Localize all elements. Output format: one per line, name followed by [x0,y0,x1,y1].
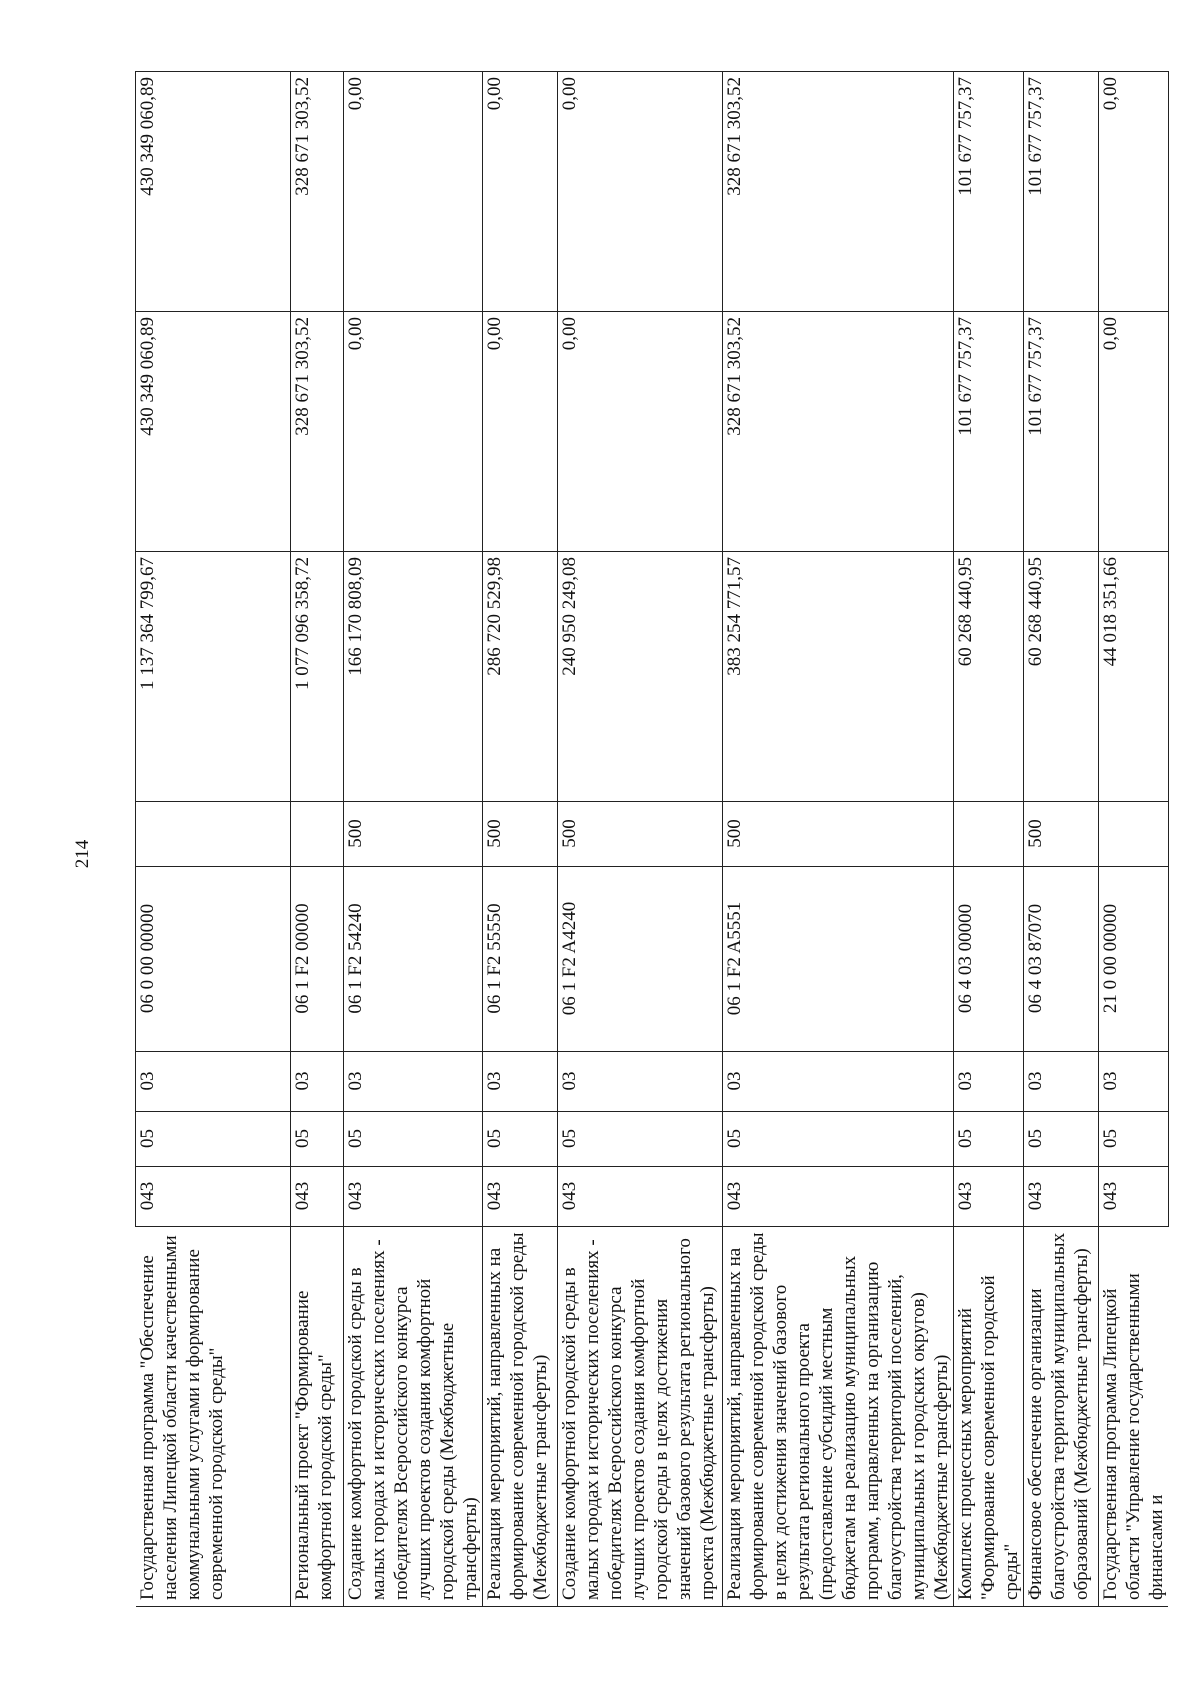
cell-pr: 03 [1024,1052,1099,1112]
budget-table-rotated [135,72,1167,1607]
cell-sum2: 0,00 [1099,312,1169,552]
cell-sum3: 0,00 [1099,72,1169,312]
cell-rz: 05 [1099,1112,1169,1167]
table-row [1099,72,1169,1607]
row-name: Создание комфортной городской среды в малых городах и исторических поселениях - победителях Всероссийского конкурса лучших проектов создания комфортной городской среды в целях достижения значений базового результата регионального проекта (Межбюджетные трансферты) [558,1227,723,1607]
cell-rz: 05 [723,1112,954,1167]
row-name: Комплекс процессных мероприятий "Формирование современной городской среды" [954,1227,1024,1607]
cell-csr: 06 1 F2 A5551 [723,867,954,1052]
cell-sum3: 0,00 [558,72,723,312]
cell-vr [954,802,1024,867]
cell-csr: 06 1 F2 54240 [344,867,483,1052]
cell-sum3: 0,00 [344,72,483,312]
cell-gr: 043 [954,1167,1024,1227]
row-name: Реализация мероприятий, направленных на формирование современной городской среды в целях достижения значений базового результата регионального проекта (предоставление субсидий местным бюджетам на реализацию муниципальных программ, направленных на организацию благоустройства территорий поселений, муниципальных и городских округов) (Межбюджетные трансферты) [723,1227,954,1607]
cell-gr: 043 [344,1167,483,1227]
cell-rz: 05 [483,1112,558,1167]
cell-sum3: 328 671 303,52 [291,72,344,312]
cell-rz: 05 [954,1112,1024,1167]
page-number: 214 [72,839,93,869]
cell-csr: 06 4 03 87070 [1024,867,1099,1052]
cell-vr [291,802,344,867]
cell-sum1: 44 018 351,66 [1099,552,1169,802]
cell-sum1: 286 720 529,98 [483,552,558,802]
cell-sum1: 1 137 364 799,67 [136,552,291,802]
cell-sum3: 101 677 757,37 [954,72,1024,312]
cell-pr: 03 [483,1052,558,1112]
cell-csr: 06 1 F2 55550 [483,867,558,1052]
cell-vr: 500 [723,802,954,867]
table-row [1024,72,1099,1607]
cell-gr: 043 [558,1167,723,1227]
row-name: Финансовое обеспечение организации благоустройства территорий муниципальных образований (Межбюджетные трансферты) [1024,1227,1099,1607]
cell-sum2: 101 677 757,37 [954,312,1024,552]
cell-pr: 03 [954,1052,1024,1112]
cell-sum3: 430 349 060,89 [136,72,291,312]
cell-vr: 500 [1024,802,1099,867]
cell-csr: 06 1 F2 00000 [291,867,344,1052]
cell-sum2: 0,00 [344,312,483,552]
cell-sum2: 328 671 303,52 [291,312,344,552]
cell-gr: 043 [483,1167,558,1227]
row-name: Региональный проект "Формирование комфортной городской среды" [291,1227,344,1607]
cell-sum3: 328 671 303,52 [723,72,954,312]
cell-vr [136,802,291,867]
cell-sum2: 0,00 [483,312,558,552]
cell-gr: 043 [723,1167,954,1227]
cell-sum2: 0,00 [558,312,723,552]
cell-gr: 043 [1024,1167,1099,1227]
cell-pr: 03 [136,1052,291,1112]
cell-pr: 03 [558,1052,723,1112]
budget-table [135,71,1169,1607]
row-name: Создание комфортной городской среды в малых городах и исторических поселениях - победителях Всероссийского конкурса лучших проектов создания комфортной городской среды (Межбюджетные трансферты) [344,1227,483,1607]
cell-pr: 03 [1099,1052,1169,1112]
cell-gr: 043 [136,1167,291,1227]
cell-pr: 03 [344,1052,483,1112]
row-name: Государственная программа "Обеспечение населения Липецкой области качественными коммунальными услугами и формирование современной городской среды" [136,1227,291,1607]
cell-vr [1099,802,1169,867]
table-row [344,72,483,1607]
cell-sum1: 60 268 440,95 [1024,552,1099,802]
table-row [483,72,558,1607]
cell-pr: 03 [291,1052,344,1112]
table-row [291,72,344,1607]
cell-rz: 05 [291,1112,344,1167]
cell-rz: 05 [136,1112,291,1167]
table-row [558,72,723,1607]
table-row [954,72,1024,1607]
cell-sum2: 101 677 757,37 [1024,312,1099,552]
row-name: Реализация мероприятий, направленных на формирование современной городской среды (Межбюджетные трансферты) [483,1227,558,1607]
table-row [723,72,954,1607]
cell-sum2: 430 349 060,89 [136,312,291,552]
cell-rz: 05 [1024,1112,1099,1167]
cell-sum3: 0,00 [483,72,558,312]
cell-gr: 043 [1099,1167,1169,1227]
cell-gr: 043 [291,1167,344,1227]
cell-rz: 05 [558,1112,723,1167]
cell-rz: 05 [344,1112,483,1167]
cell-pr: 03 [723,1052,954,1112]
cell-sum1: 166 170 808,09 [344,552,483,802]
cell-vr: 500 [483,802,558,867]
cell-csr: 21 0 00 00000 [1099,867,1169,1052]
cell-sum1: 383 254 771,57 [723,552,954,802]
cell-sum3: 101 677 757,37 [1024,72,1099,312]
cell-sum1: 240 950 249,08 [558,552,723,802]
cell-sum1: 60 268 440,95 [954,552,1024,802]
cell-vr: 500 [344,802,483,867]
cell-vr: 500 [558,802,723,867]
cell-csr: 06 0 00 00000 [136,867,291,1052]
cell-sum1: 1 077 096 358,72 [291,552,344,802]
cell-csr: 06 1 F2 A4240 [558,867,723,1052]
cell-sum2: 328 671 303,52 [723,312,954,552]
table-row [136,72,291,1607]
cell-csr: 06 4 03 00000 [954,867,1024,1052]
row-name: Государственная программа Липецкой области "Управление государственными финансами и [1099,1227,1169,1607]
